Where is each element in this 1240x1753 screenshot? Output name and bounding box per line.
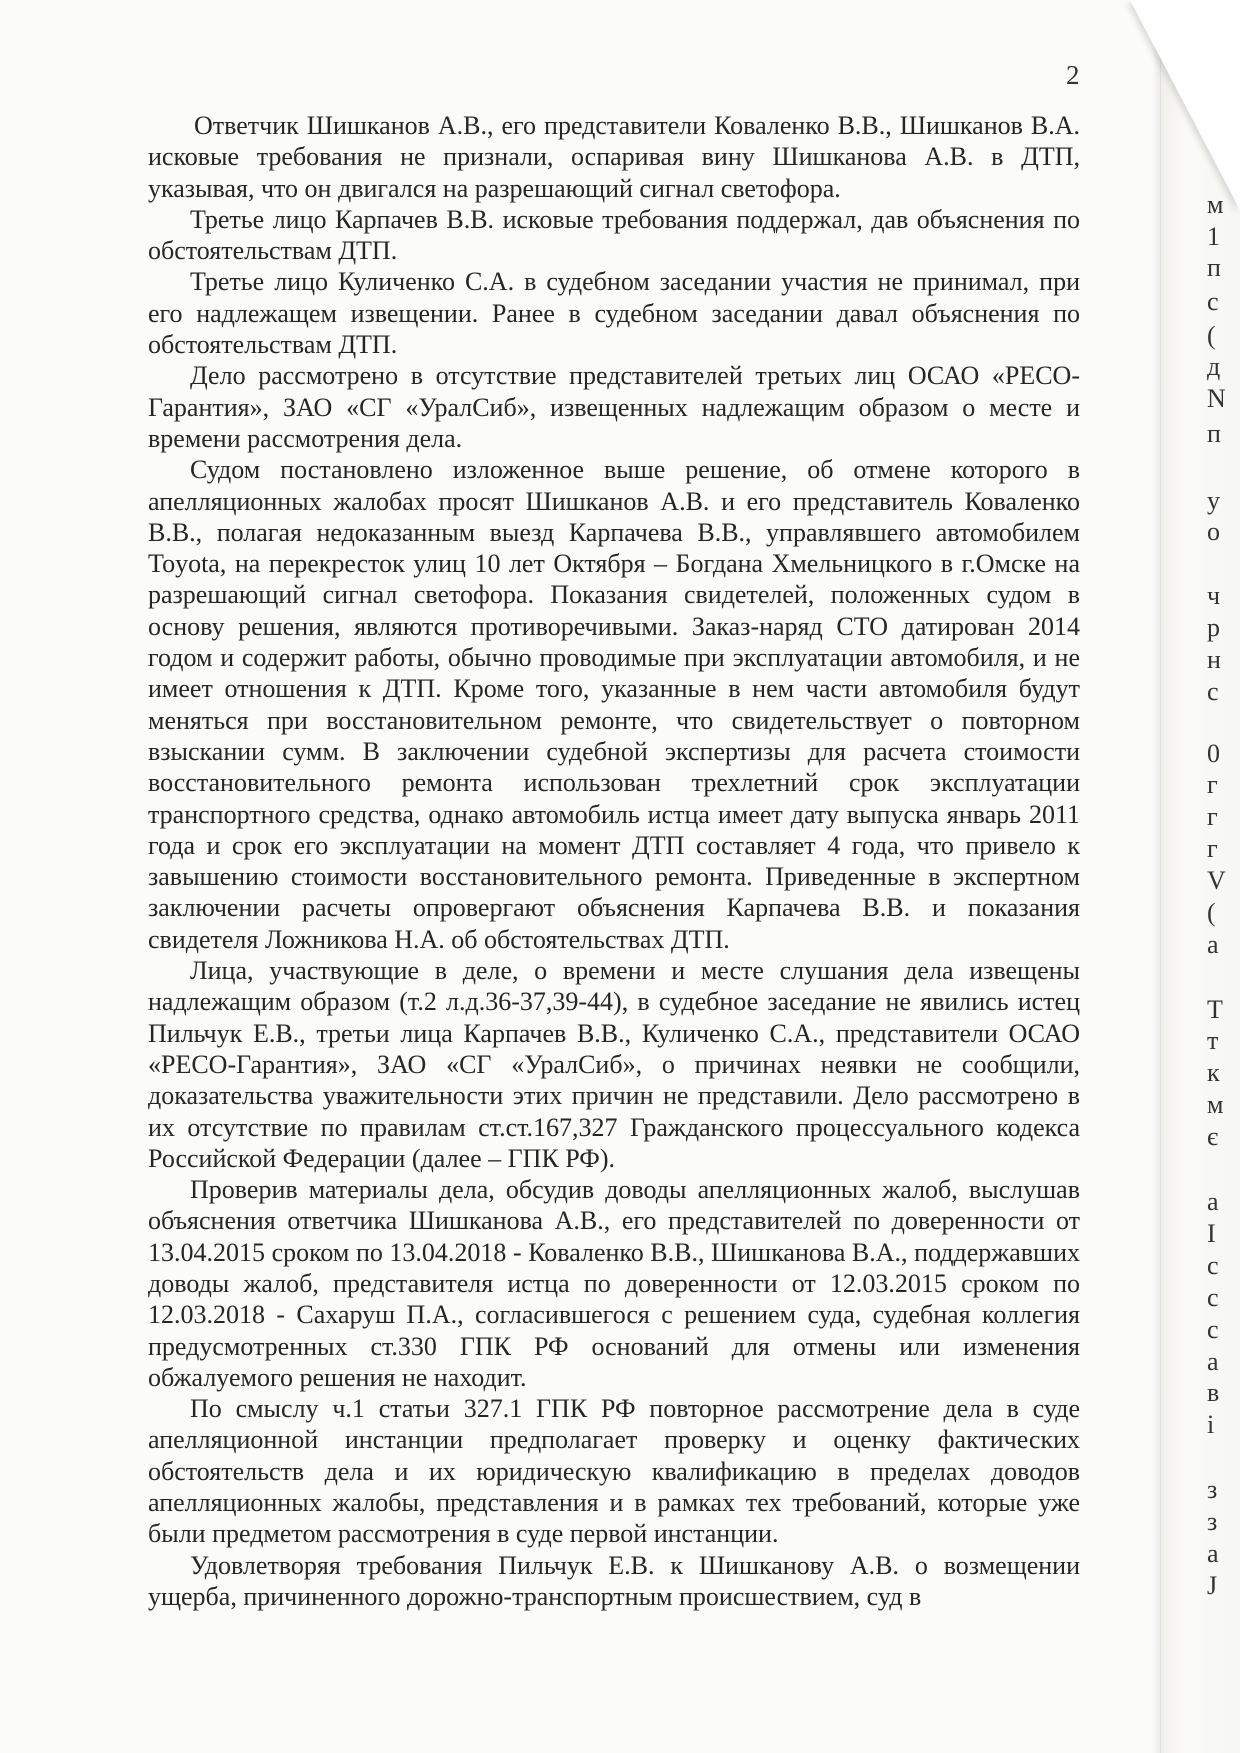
next-page-glyph: г [1207, 770, 1218, 799]
next-page-glyph: о [1207, 517, 1220, 546]
paragraph-review-of-materials: Проверив материалы дела, обсудив доводы апелляционных жалоб, выслушав объяснения ответчика Шишканова А.В., его представителей по доверенности от 13.04.2015 сроком по 13.04.2018 - Коваленко В.В., Шишканова В.А., поддержавших доводы жалоб, представителя истца по доверенности от 12.03.2015 сроком по 12.03.2018 - Сахаруш П.А., согласившегося с решением суда, судебная коллегия предусмотренных ст.330 ГПК РФ оснований для отмены или изменения обжалуемого решения не находит. [148, 1175, 1080, 1392]
paragraph-participants-notified: Лица, участвующие в деле, о времени и месте слушания дела извещены надлежащим образом (т.2 л.д.36-37,39-44), в судебное заседание не явились истец Пильчук Е.В., третьи лица Карпачев В.В., Куличенко С.А., представители ОСАО «РЕСО-Гарантия», ЗАО «СГ «УралСиб», о причинах неявки не сообщили, доказательства уважительности этих причин не представили. Дело рассмотрено в их отсутствие по правилам ст.ст.167,327 Гражданского процессуального кодекса Российской Федерации (далее – ГПК РФ). [148, 956, 1080, 1173]
next-page-glyph: д [1207, 352, 1221, 381]
next-page-glyph: с [1207, 287, 1219, 316]
next-page-glyph: з [1207, 1475, 1218, 1504]
next-page-glyph: н [1207, 645, 1221, 674]
next-page-glyph: с [1207, 1283, 1219, 1312]
paragraph-third-party-karpachev: Третье лицо Карпачев В.В. исковые требования поддержал, дав объяснения по обстоятельствам ДТП. [148, 204, 1080, 266]
paragraph-satisfying-claims: Удовлетворяя требования Пильчук Е.В. к Шишканову А.В. о возмещении ущерба, причиненного дорожно-транспортным происшествием, суд в [148, 1550, 1080, 1611]
next-page-glyph: а [1207, 1539, 1219, 1568]
paragraph-appeal-arguments: Судом постановлено изложенное выше решение, об отмене которого в апелляционных жалобах просят Шишканов А.В. и его представитель Коваленко В.В., полагая недоказанным выезд Карпачева В.В., управлявшего автомобилем Toyota, на перекресток улиц 10 лет Октября – Богдана Хмельницкого в г.Омске на разрешающий сигнал светофора. Показания свидетелей, положенных судом в основу решения, являются противоречивыми. Заказ-наряд СТО датирован 2014 годом и содержит работы, обычно проводимые при эксплуатации автомобиля, и не имеет отношения к ДТП. Кроме того, указанные в нем части автомобиля будут меняться при восстановительном ремонте, что свидетельствует о повторном взыскании сумм. В заключении судебной экспертизы для расчета стоимости восстановительного ремонта использован трехлетний срок эксплуатации транспортного средства, однако автомобиль истца имеет дату выпуска январь 2011 года и срок его эксплуатации на момент ДТП составляет 4 года, что привело к завышению стоимости восстановительного ремонта. Приведенные в экспертном заключении расчеты опровергают объяснения Карпачева В.В. и показания свидетеля Ложникова Н.А. об обстоятельствах ДТП. [148, 455, 1080, 954]
next-page-glyph: 0 [1207, 739, 1220, 768]
next-page-glyph: а [1207, 1187, 1219, 1216]
next-page-glyph: у [1207, 486, 1220, 515]
next-page-glyph: с [1207, 1315, 1219, 1344]
next-page-glyph: І [1207, 1219, 1216, 1248]
next-page-glyph: V [1207, 866, 1226, 895]
next-page-edge [1160, 0, 1240, 1753]
next-page-glyph: в [1207, 1378, 1220, 1407]
next-page-glyph: і [1207, 1410, 1215, 1439]
next-page-glyph: м [1207, 1090, 1224, 1119]
next-page-glyph: к [1207, 1058, 1220, 1087]
next-page-glyph: м [1207, 190, 1224, 219]
next-page-glyph: J [1207, 1571, 1218, 1600]
next-page-glyph: N [1207, 384, 1226, 413]
next-page-glyph: Т [1207, 995, 1223, 1024]
next-page-glyph: а [1207, 1347, 1219, 1376]
next-page-glyph: т [1207, 1026, 1219, 1055]
next-page-glyph: г [1207, 802, 1218, 831]
next-page-glyph: г [1207, 834, 1218, 863]
next-page-glyph: а [1207, 930, 1219, 959]
next-page-glyph: є [1207, 1122, 1219, 1151]
next-page-glyph: п [1207, 419, 1221, 448]
next-page-glyph: з [1207, 1507, 1218, 1536]
next-page-glyph: с [1207, 677, 1219, 706]
next-page-glyph: с [1207, 1251, 1219, 1280]
page-number: 2 [1066, 60, 1080, 90]
paragraph-appeal-scope: По смыслу ч.1 статьи 327.1 ГПК РФ повторное рассмотрение дела в суде апелляционной инстанции предполагает проверку и оценку фактических обстоятельств дела и их юридическую квалификацию в пределах доводов апелляционных жалобы, представления и в рамках тех требований, которые уже были предметом рассмотрения в суде первой инстанции. [148, 1394, 1080, 1549]
paragraph-absence-of-representatives: Дело рассмотрено в отсутствие представителей третьих лиц ОСАО «РЕСО-Гарантия», ЗАО «СГ «УралСиб», извещенных надлежащим образом о месте и времени рассмотрения дела. [148, 361, 1080, 453]
next-page-glyph: ч [1207, 581, 1221, 610]
document-body [148, 110, 1080, 1612]
paragraph-third-party-kulichenko: Третье лицо Куличенко С.А. в судебном заседании участия не принимал, при его надлежащем извещении. Ранее в судебном заседании давал объяснения по обстоятельствам ДТП. [148, 267, 1080, 360]
next-page-glyph: 1 [1207, 222, 1220, 251]
folded-corner [1130, 0, 1240, 210]
next-page-glyph: ( [1207, 898, 1216, 927]
next-page-glyph: ( [1207, 321, 1216, 350]
next-page-glyph: р [1207, 613, 1220, 642]
paragraph-defendant-position: Ответчик Шишканов А.В., его представители Коваленко В.В., Шишканов В.А. исковые требования не признали, оспаривая вину Шишканова А.В. в ДТП, указывая, что он двигался на разрешающий сигнал светофора. [148, 111, 1080, 203]
next-page-glyph: п [1207, 253, 1221, 282]
